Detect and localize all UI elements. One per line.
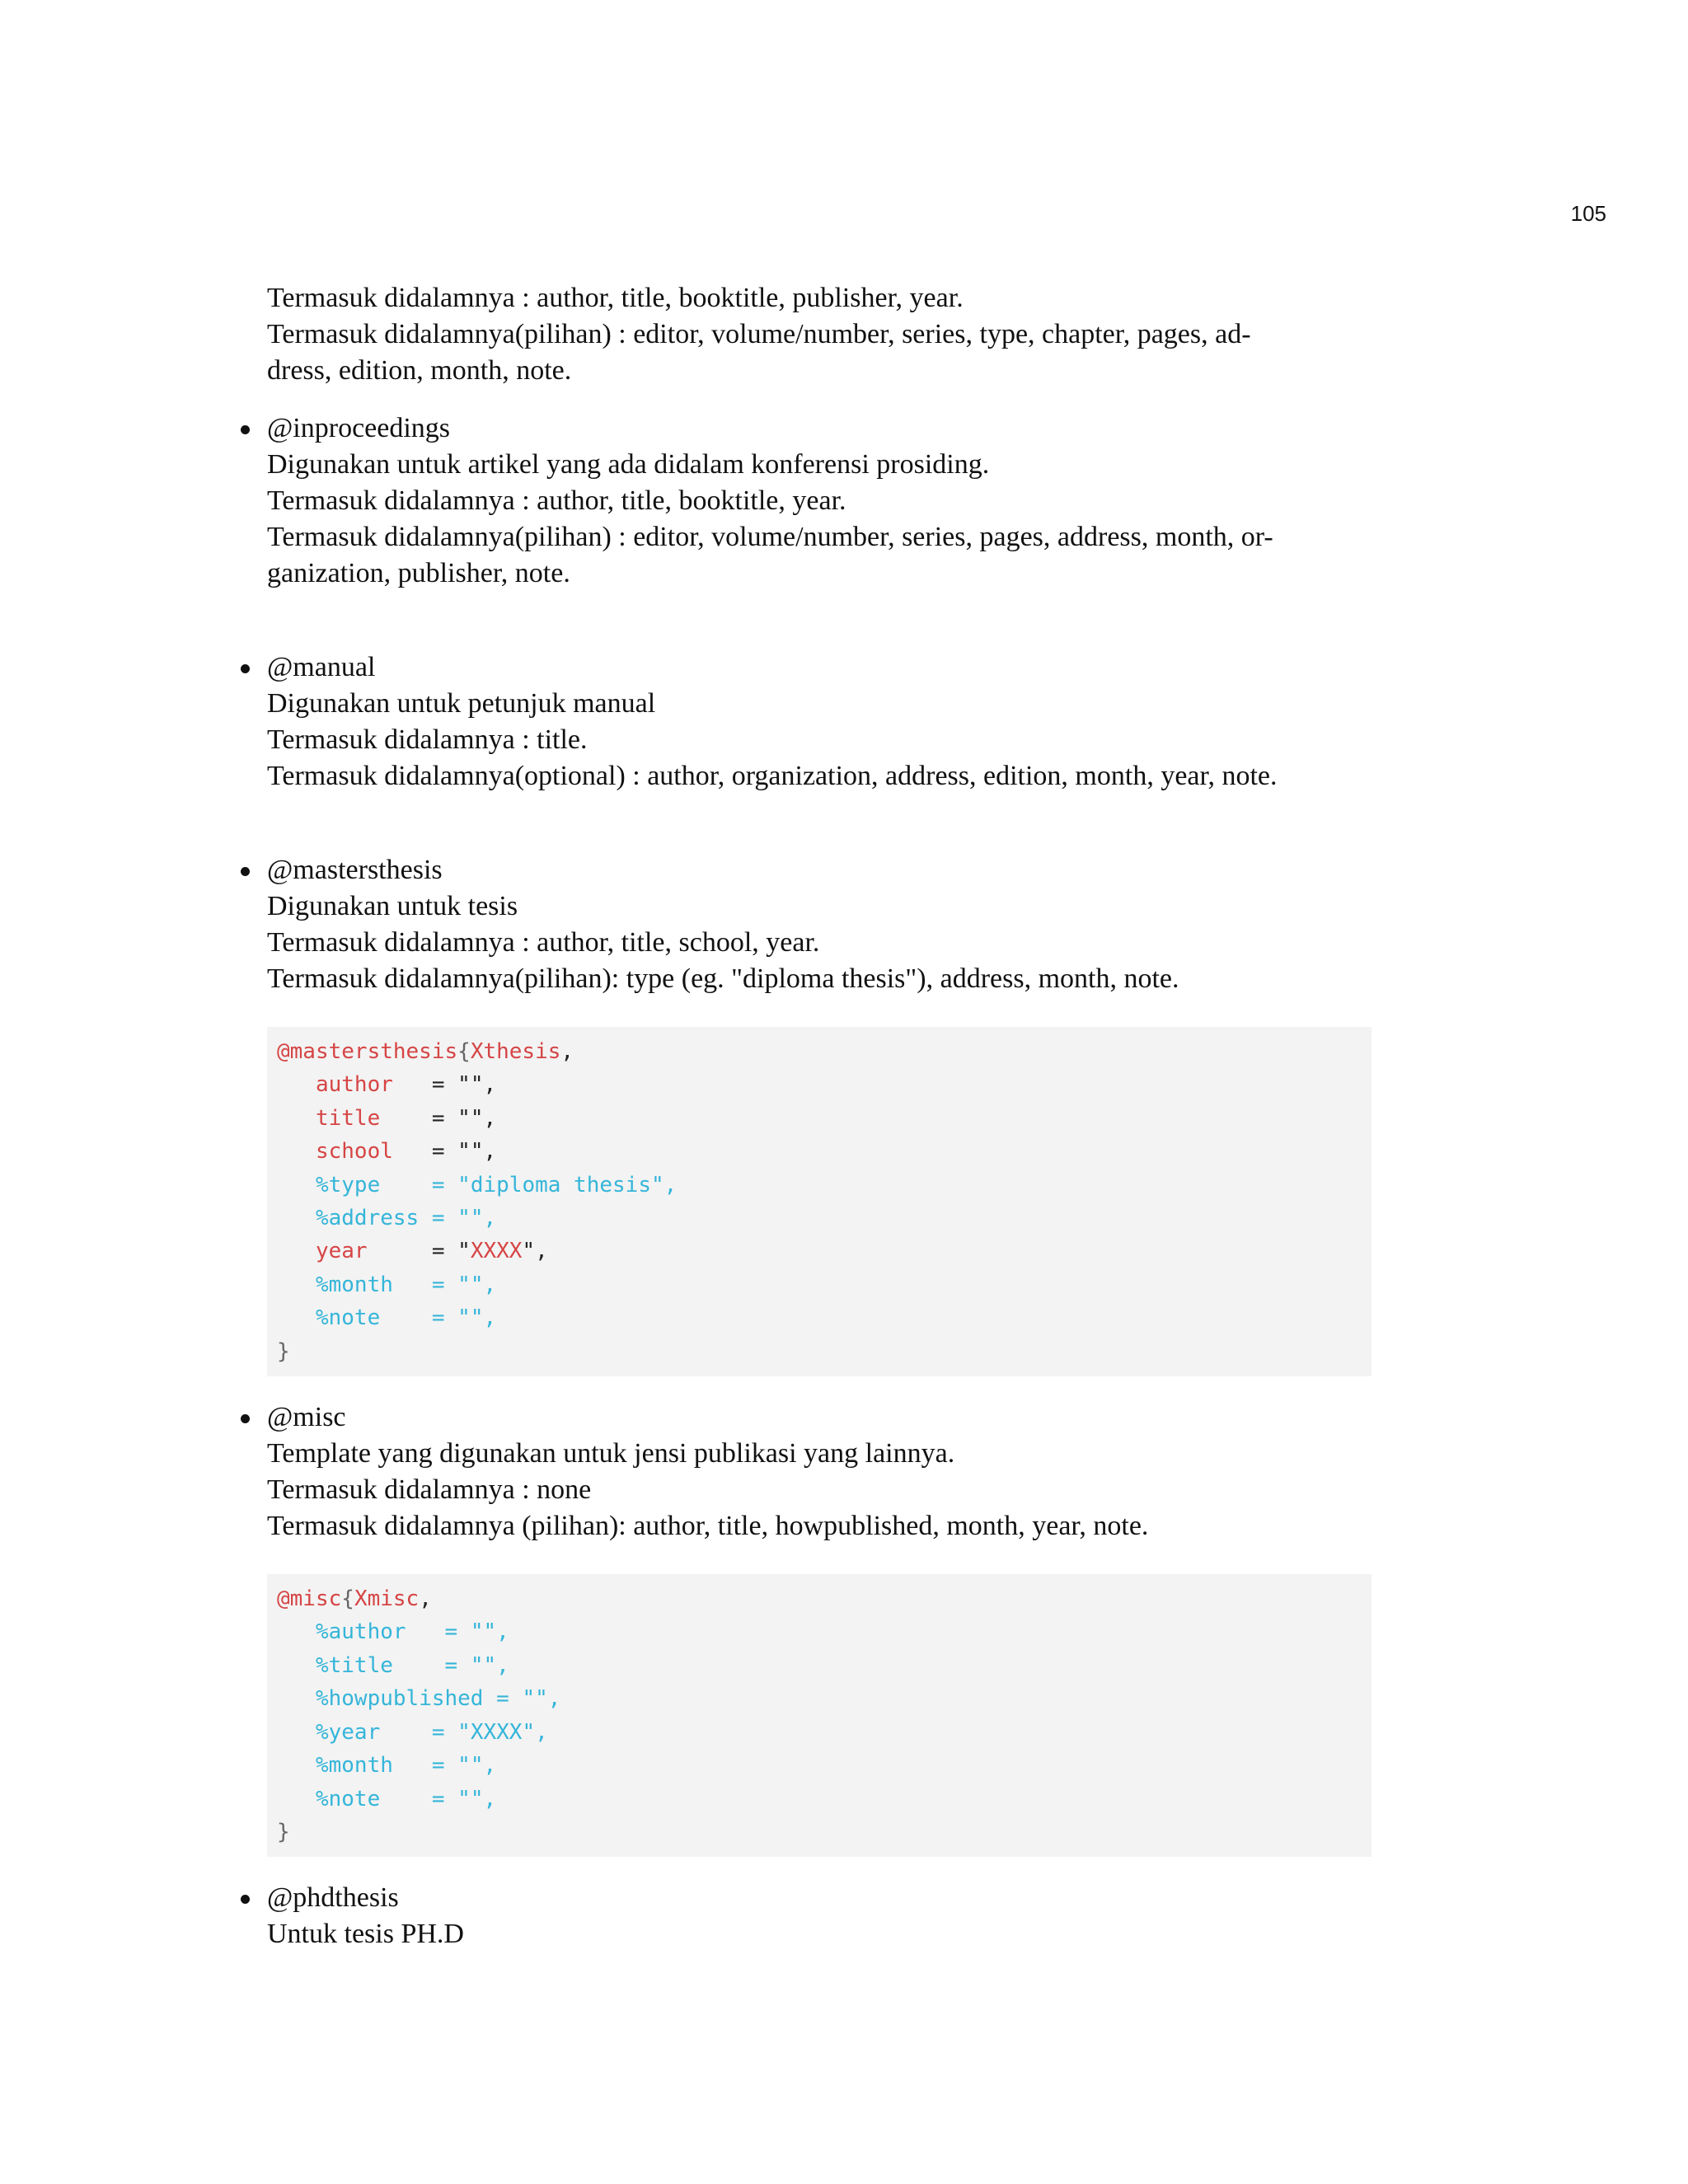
entry-type-name: @mastersthesis — [267, 855, 443, 885]
code-value-quote: " — [457, 1239, 471, 1264]
code-separator: = — [380, 1172, 458, 1197]
code-comma: , — [419, 1586, 432, 1612]
bullet-icon — [241, 425, 250, 434]
entry-required-fields: Termasuk didalamnya : title. — [267, 724, 588, 755]
code-field-name: %address — [315, 1206, 420, 1231]
entry-required-fields: Termasuk didalamnya : author, title, school, year. — [267, 927, 820, 958]
entry-type-name: @inproceedings — [267, 413, 451, 443]
bullet-icon — [241, 664, 250, 673]
code-value: "", — [457, 1139, 497, 1165]
code-comment-line — [277, 1653, 509, 1678]
code-separator: = — [392, 1753, 458, 1779]
code-separator: = — [367, 1239, 458, 1264]
code-block-misc — [267, 1574, 1372, 1857]
code-value-placeholder: XXXX — [470, 1239, 523, 1264]
code-closing-brace: } — [277, 1819, 290, 1844]
code-value: "", — [470, 1652, 509, 1678]
code-comment-line — [277, 1686, 560, 1711]
code-citation-key: Xthesis — [470, 1039, 561, 1064]
entry-optional-fields-cont: ganization, publisher, note. — [267, 558, 570, 588]
code-field-name: %month — [315, 1272, 393, 1297]
page-body — [267, 280, 1372, 1952]
code-field-name: author — [315, 1072, 393, 1098]
entry-description: Digunakan untuk petunjuk manual — [267, 688, 656, 719]
code-value: "", — [457, 1786, 497, 1811]
code-field-name: %type — [315, 1172, 381, 1197]
code-value: "", — [457, 1072, 497, 1098]
code-field-name: title — [315, 1105, 381, 1131]
code-value: "", — [470, 1619, 509, 1645]
code-field-name: %month — [315, 1753, 393, 1779]
code-header — [277, 1586, 432, 1611]
code-comment-line — [277, 1173, 677, 1197]
code-field-name: %howpublished — [315, 1686, 484, 1712]
list-item-misc — [267, 1399, 1372, 1857]
code-line — [277, 1239, 548, 1263]
entry-description: Digunakan untuk tesis — [267, 891, 518, 921]
code-separator: = — [406, 1619, 471, 1645]
code-line — [277, 1139, 496, 1164]
code-comment-line — [277, 1272, 496, 1297]
entry-required-fields: Termasuk didalamnya : author, title, booktitle, year. — [267, 485, 846, 516]
code-citation-key: Xmisc — [354, 1586, 420, 1612]
intro-line: Termasuk didalamnya(pilihan) : editor, volume/number, series, type, chapter, pages, ad- — [267, 319, 1251, 349]
code-value: "", — [522, 1686, 561, 1712]
code-comment-line — [277, 1720, 548, 1745]
code-value: "", — [457, 1305, 497, 1331]
code-line — [277, 1106, 496, 1131]
code-value: "diploma thesis", — [457, 1172, 678, 1197]
intro-line: Termasuk didalamnya : author, title, booktitle, publisher, year. — [267, 283, 964, 313]
code-line — [277, 1072, 496, 1097]
code-field-name: school — [315, 1139, 393, 1165]
code-keyword: @misc — [277, 1586, 342, 1612]
list-item-phdthesis — [267, 1880, 1372, 1952]
code-separator: = — [392, 1272, 458, 1297]
entry-description: Untuk tesis PH.D — [267, 1919, 464, 1950]
page-number: 105 — [1570, 201, 1606, 226]
code-separator: = — [419, 1206, 458, 1231]
code-brace: { — [341, 1586, 354, 1612]
code-field-name: %title — [315, 1652, 393, 1678]
entry-description: Template yang digunakan untuk jensi publikasi yang lainnya. — [267, 1438, 955, 1469]
code-field-name: year — [315, 1239, 368, 1264]
code-separator: = — [380, 1305, 458, 1331]
entry-description: Digunakan untuk artikel yang ada didalam konferensi prosiding. — [267, 449, 990, 480]
code-block-mastersthesis — [267, 1027, 1372, 1376]
code-comment-line — [277, 1206, 496, 1230]
code-brace: { — [457, 1039, 471, 1064]
entry-optional-fields: Termasuk didalamnya(pilihan) : editor, volume/number, series, pages, address, month, or- — [267, 522, 1273, 552]
list-item-mastersthesis — [267, 852, 1372, 1376]
entry-type-name: @phdthesis — [267, 1882, 399, 1914]
entry-optional-fields: Termasuk didalamnya(pilihan): type (eg. "diploma thesis"), address, month, note. — [267, 963, 1179, 994]
code-separator: = — [380, 1786, 458, 1811]
code-comma: , — [560, 1039, 574, 1064]
code-value: "XXXX", — [457, 1719, 548, 1745]
code-field-name: %author — [315, 1619, 406, 1645]
bullet-icon — [241, 1895, 250, 1904]
code-separator: = — [392, 1072, 458, 1098]
intro-line: dress, edition, month, note. — [267, 355, 572, 386]
code-value: "", — [457, 1105, 497, 1131]
code-value: "", — [457, 1753, 497, 1779]
code-field-name: %year — [315, 1719, 381, 1745]
code-comment-line — [277, 1787, 496, 1811]
code-separator: = — [392, 1139, 458, 1165]
bullet-icon — [241, 867, 250, 876]
list-item-inproceedings — [267, 410, 1372, 592]
entry-optional-fields: Termasuk didalamnya(optional) : author, organization, address, edition, month, year, note. — [267, 761, 1278, 791]
bullet-icon — [241, 1414, 250, 1423]
intro-paragraph — [267, 280, 1372, 389]
code-comment-line — [277, 1753, 496, 1778]
code-separator: = — [392, 1652, 471, 1678]
code-field-name: %note — [315, 1305, 381, 1331]
code-separator: = — [483, 1686, 523, 1712]
entry-required-fields: Termasuk didalamnya : none — [267, 1474, 592, 1506]
code-field-name: %note — [315, 1786, 381, 1811]
code-comment-line — [277, 1619, 509, 1644]
entry-type-name: @misc — [267, 1402, 346, 1433]
entry-type-name: @manual — [267, 652, 376, 682]
code-closing-brace: } — [277, 1338, 290, 1364]
code-header — [277, 1039, 574, 1064]
entry-optional-fields: Termasuk didalamnya (pilihan): author, title, howpublished, month, year, note. — [267, 1511, 1149, 1542]
code-keyword: @mastersthesis — [277, 1039, 458, 1064]
list-item-manual — [267, 649, 1372, 794]
code-value: "", — [457, 1272, 497, 1297]
code-value-quote: ", — [522, 1239, 548, 1264]
code-value: "", — [457, 1206, 497, 1231]
code-separator: = — [380, 1719, 458, 1745]
code-comment-line — [277, 1305, 496, 1330]
code-separator: = — [380, 1105, 458, 1131]
